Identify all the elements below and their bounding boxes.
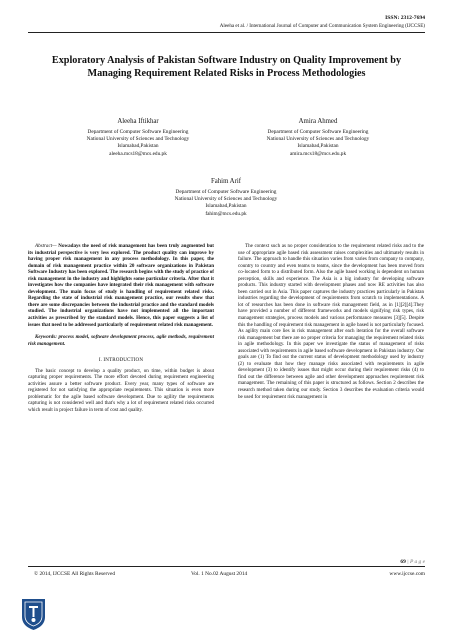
author-name: Amira Ahmed xyxy=(298,118,338,125)
keywords: Keywords: process model, software development process, agile methods, requirement risk management. xyxy=(28,334,214,347)
page-number-value: 69 xyxy=(400,559,406,565)
author-email[interactable]: amira.mcs18@mcs.edu.pk xyxy=(289,150,347,157)
author-institution: National University of Sciences and Technology xyxy=(86,136,190,143)
abstract-text: Nowadays the need of risk management has been truly augmented but its industrial perspective is very less explored. The product quality can improve by having proper risk management in any process methodology. In this paper, the domain of risk management practice within 20 software organizations in Pakistan Software Industry has been explored. The research begins with the study of practice of risk management in the industry and highlights some particular criteria. After that it investigates how the companies have integrated their risk management with software development. The main focus of study is handling of requirement related risks. Regarding the state of industrial risk management practice, our results show that there are some discrepancies between the industrial practice and the standard models studied. The industrial organizations have not implemented all the important activities as prescribed by the standard models. Hence, this paper suggests a list of issues that need to be addressed particularly of requirement related risk management. xyxy=(28,243,214,328)
author-dept: Department of Computer Software Engineering xyxy=(87,129,189,135)
journal-seal-logo-icon xyxy=(20,597,47,631)
paper-title: Exploratory Analysis of Pakistan Software Industry on Quality Improvement by Managing Requirement Related Risks in Process Methodologies xyxy=(51,55,402,79)
abstract xyxy=(28,243,214,328)
abstract-label: Abstract— xyxy=(35,243,57,249)
section-heading: I. INTRODUCTION xyxy=(98,357,144,364)
running-head: Aleeha et al. / International Journal of Computer and Communication System Engineering (IJCCSE) xyxy=(219,23,425,29)
author-name: Aleeha Iftikhar xyxy=(117,118,159,125)
author-name: Fahim Arif xyxy=(210,178,242,185)
author-institution: National University of Sciences and Technology xyxy=(174,196,278,203)
footer-copyright: © 2014, IJCCSE All Rights Reserved xyxy=(34,571,116,577)
footer-website[interactable]: www.ijccse.com xyxy=(389,571,425,577)
intro-paragraph: The basic concept to develop a quality product, on time, within budget is about capturing proper requirements. The more effort devoted during requirement engineering activities assure a better software product. Every year, many types of software are registered for not satisfying the appropriate requirements. This situation is even more problematic for the agile based software development. Due to agility the requirements capturing is not considered well and that's why a lot of requirement related risks occurred which result in project failure in term of cost and quality. xyxy=(28,367,214,414)
header-rule xyxy=(28,32,425,33)
author-email[interactable]: aleeha.mcs18@mcs.edu.pk xyxy=(109,150,167,157)
author-institution: National University of Sciences and Technology xyxy=(266,136,370,143)
page-number xyxy=(400,559,425,565)
author-block-2 xyxy=(238,117,398,158)
author-dept: Department of Computer Software Engineering xyxy=(175,189,277,195)
author-dept: Department of Computer Software Engineering xyxy=(267,129,369,135)
author-block-3 xyxy=(146,177,306,218)
issn: ISSN: 2312-7694 xyxy=(385,15,425,21)
author-city: Islamabad,Pakistan xyxy=(297,143,339,150)
author-block-1 xyxy=(58,117,218,158)
author-city: Islamabad,Pakistan xyxy=(205,203,247,210)
footer-rule xyxy=(28,566,425,567)
author-city: Islamabad,Pakistan xyxy=(117,143,159,150)
page-label: | P a g e xyxy=(407,559,425,565)
footer-volume: Vol. 1 No.02 August 2014 xyxy=(191,571,248,577)
body-paragraph: The context such as no proper consideration to the requirement related risks and to the use of appropriate agile based risk assessment raises complexities and ultimately results in failure. The approach to handle this situation varies from varies from company to company, country to country and even teams to teams, since the development has been moved from co-located form to a distributed form. Also the agile based working is dependent on human perception, skills and experience. The Asia is a big industry for developing software products. This industry started with development phases and now RE activities has also been carried out in Asia. This paper captures the industry practices particularly in Pakistan industries regarding the development of requirements from scratch to implementations. A lot of researches has been done in software risk management field, as in [1][2][4].They have provided a number of different frameworks and models signifying risk types, risk management strategies, process models and various performance measures [3][5]. Despite this the handling of requirement risk management in agile based is not particularly focused. As agility main core lies in risk management after each iteration for the overall software risk management but there are no proper criteria for managing the requirement related risks in agile methodology. In this paper we investigate the status of management of risks associated with requirements in agile based software development in Pakistan industry. Our goals are (1) To find out the current status of development methodology used by industry (2) to evaluate that how they manage risks associated with requirements in agile development (3) to identify issues that might occur during their requirement risks (4) to find out the difference between agile and other development approaches requirement risk management. The remaining of this paper is structured as follows. Section 2 describes the research method taken during our study. Section 3 describes the evaluation criteria would be used for requirement risk management in xyxy=(238,243,424,400)
author-email[interactable]: fahim@mcs.edu.pk xyxy=(205,210,247,217)
left-column xyxy=(28,243,214,414)
right-column xyxy=(238,243,424,400)
